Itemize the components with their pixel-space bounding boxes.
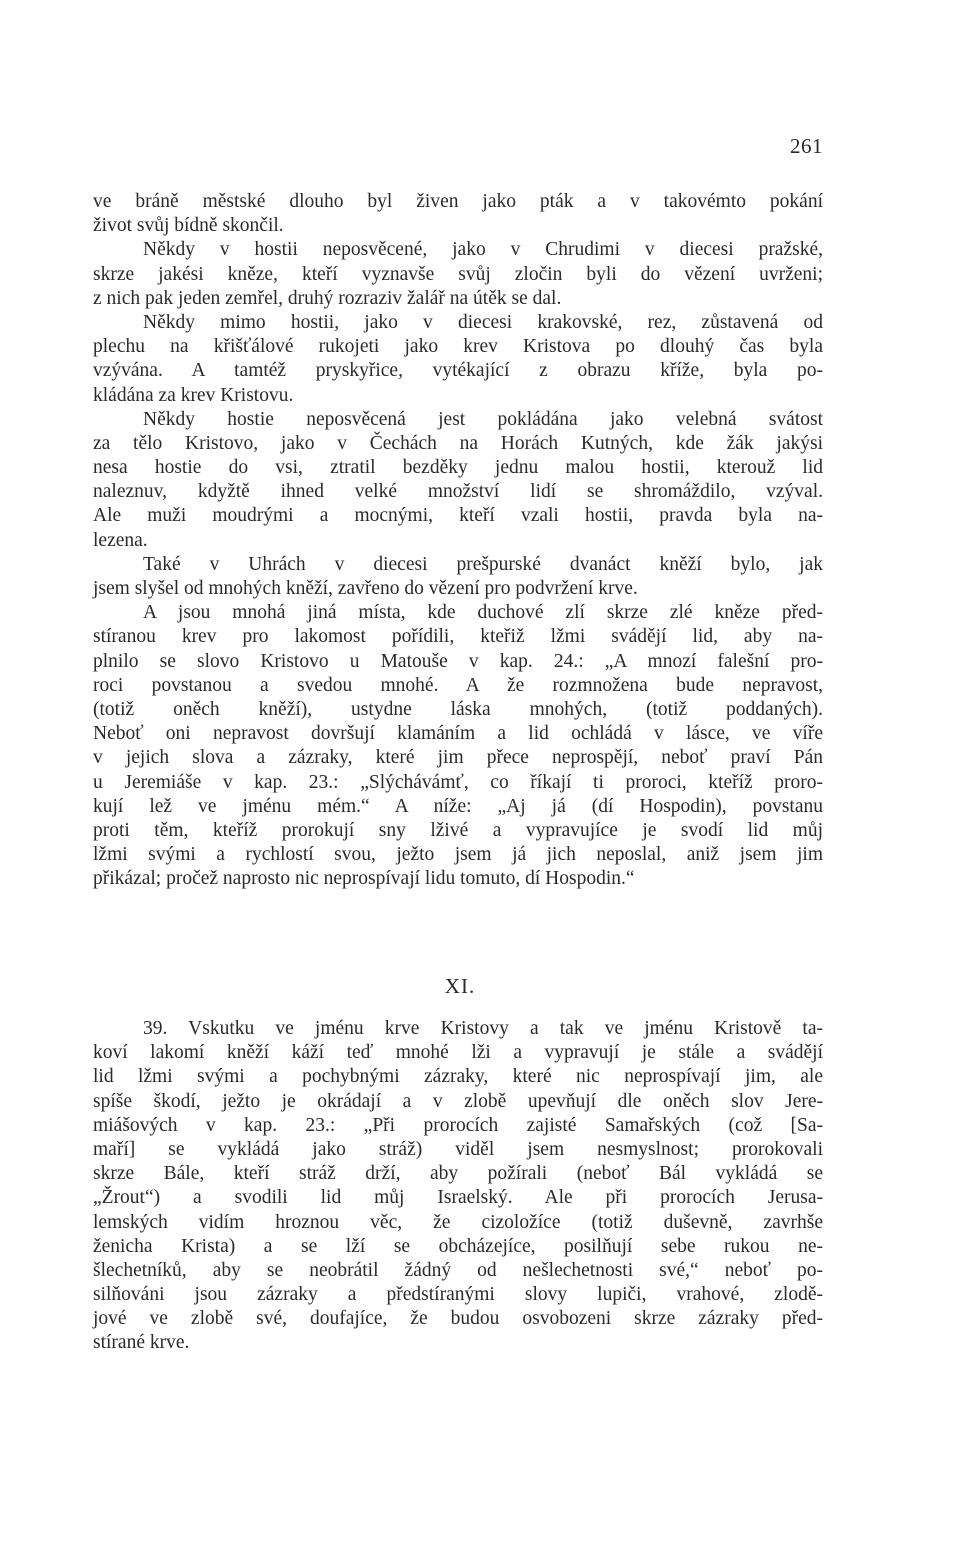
text-line: Někdy hostie neposvěcená jest pokládána jako velebná svátost — [143, 408, 823, 430]
text-line: 39. Vskutku ve jménu krve Kristovy a tak ve jménu Kristově ta- — [143, 1018, 823, 1039]
text-line: lžmi svými a rychlostí svou, ježto jsem já jich neposlal, aniž jsem jim — [93, 844, 823, 866]
text-line: Někdy v hostii neposvěcené, jako v Chrudimi v diecesi pražské, — [143, 239, 823, 261]
text-line: ženicha Krista) a se lží se obcházejíce, posilňují sebe rukou ne- — [93, 1235, 823, 1257]
text-line: Také v Uhrách v diecesi prešpurské dvanáct kněží bylo, jak — [143, 553, 823, 575]
text-line: Ale muži moudrými a mocnými, kteří vzali hostii, pravda byla na- — [93, 505, 823, 527]
text-line: stírané krve. — [93, 1332, 190, 1354]
text-line: Někdy mimo hostii, jako v diecesi krakovské, rez, zůstavená od — [143, 311, 823, 333]
text-line: plnilo se slovo Kristovo u Matouše v kap. 24.: „A mnozí falešní pro- — [93, 650, 823, 672]
text-line: život svůj bídně skončil. — [93, 215, 284, 237]
text-line: koví lakomí kněží káží teď mnohé lži a vypravují je stále a svádějí — [93, 1042, 823, 1064]
text-line: roci povstanou a svedou mnohé. A že rozmnožena bude nepravost, — [93, 674, 823, 696]
text-line: spíše škodí, ježto je okrádají a v zlobě upevňují dle oněch slov Jere- — [93, 1090, 823, 1112]
text-line: nesa hostie do vsi, ztratil bezděky jednu malou hostii, kterouž lid — [93, 457, 823, 479]
text-line: skrze Bále, kteří stráž drží, aby požírali (neboť Bál vykládá se — [93, 1163, 823, 1185]
text-line: Neboť oni nepravost dovršují klamáním a lid ochládá v lásce, ve víře — [93, 723, 823, 745]
text-line: plechu na křišťálové rukojeti jako krev Kristova po dlouhý čas byla — [93, 336, 823, 358]
text-line: u Jeremiáše v kap. 23.: „Slýchávámť, co říkají ti proroci, kteříž proro- — [93, 771, 823, 793]
text-line: proti těm, kteříž prorokují sny lživé a vypravujíce je svodí lid můj — [93, 819, 823, 841]
text-block-top — [93, 190, 823, 891]
text-line: lezena. — [93, 529, 148, 551]
text-line: z nich pak jeden zemřel, druhý rozraziv žalář na útěk se dal. — [93, 287, 562, 309]
text-line: přikázal; pročež naprosto nic neprospívají lidu tomuto, dí Hospodin.“ — [93, 868, 635, 890]
text-line: skrze jakési kněze, kteří vyznavše svůj zločin byli do vězení uvrženi; — [93, 263, 823, 285]
text-line: lemských vidím hroznou věc, že cizoložíce (totiž duševně, zavrhše — [93, 1211, 823, 1233]
text-line: za tělo Kristovo, jako v Čechách na Horách Kutných, kde žák jakýsi — [93, 432, 823, 454]
page-number: 261 — [790, 134, 823, 158]
text-line: kují lež ve jménu mém.“ A níže: „Aj já (dí Hospodin), povstanu — [93, 795, 823, 817]
text-block-bottom — [93, 1017, 823, 1356]
text-line: ve bráně městské dlouho byl živen jako pták a v takovémto pokání — [93, 191, 823, 212]
text-line: silňováni jsou zázraky a předstíranými slovy lupiči, vrahové, zlodě- — [93, 1284, 823, 1306]
text-line: jové ve zlobě své, doufajíce, že budou osvobozeni skrze zázraky před- — [93, 1308, 823, 1330]
text-line: miášových v kap. 23.: „Při prorocích zajisté Samařských (což [Sa- — [93, 1114, 823, 1136]
text-line: naleznuv, kdyžtě ihned velké množství lidí se shromáždilo, vzýval. — [93, 481, 823, 503]
text-line: (totiž oněch kněží), ustydne láska mnohých, (totiž poddaných). — [93, 698, 823, 720]
text-line: „Žrout“) a svodili lid můj Israelský. Ale při prorocích Jerusa- — [93, 1187, 823, 1209]
chapter-heading: XI. — [444, 974, 476, 998]
text-line: stíranou krev pro lakomost pořídili, kteřiž lžmi svádějí lid, aby na- — [93, 626, 823, 648]
text-line: lid lžmi svými a pochybnými zázraky, které nic neprospívají jim, ale — [93, 1066, 823, 1088]
text-line: A jsou mnohá jiná místa, kde duchové zlí skrze zlé kněze před- — [143, 602, 823, 624]
text-line: šlechetníků, aby se neobrátil žádný od nešlechetnosti své,“ neboť po- — [93, 1259, 823, 1281]
text-line: v jejich slova a zázraky, které jim přece neprospějí, neboť praví Pán — [93, 747, 823, 769]
text-line: jsem slyšel od mnohých kněží, zavřeno do vězení pro podvržení krve. — [93, 578, 638, 599]
text-line: kládána za krev Kristovu. — [93, 384, 294, 406]
text-line: vzývána. A tamtéž pryskyřice, vytékající z obrazu kříže, byla po- — [93, 360, 823, 382]
text-line: maří] se vykládá jako stráž) viděl jsem nesmyslnost; prorokovali — [93, 1138, 823, 1160]
